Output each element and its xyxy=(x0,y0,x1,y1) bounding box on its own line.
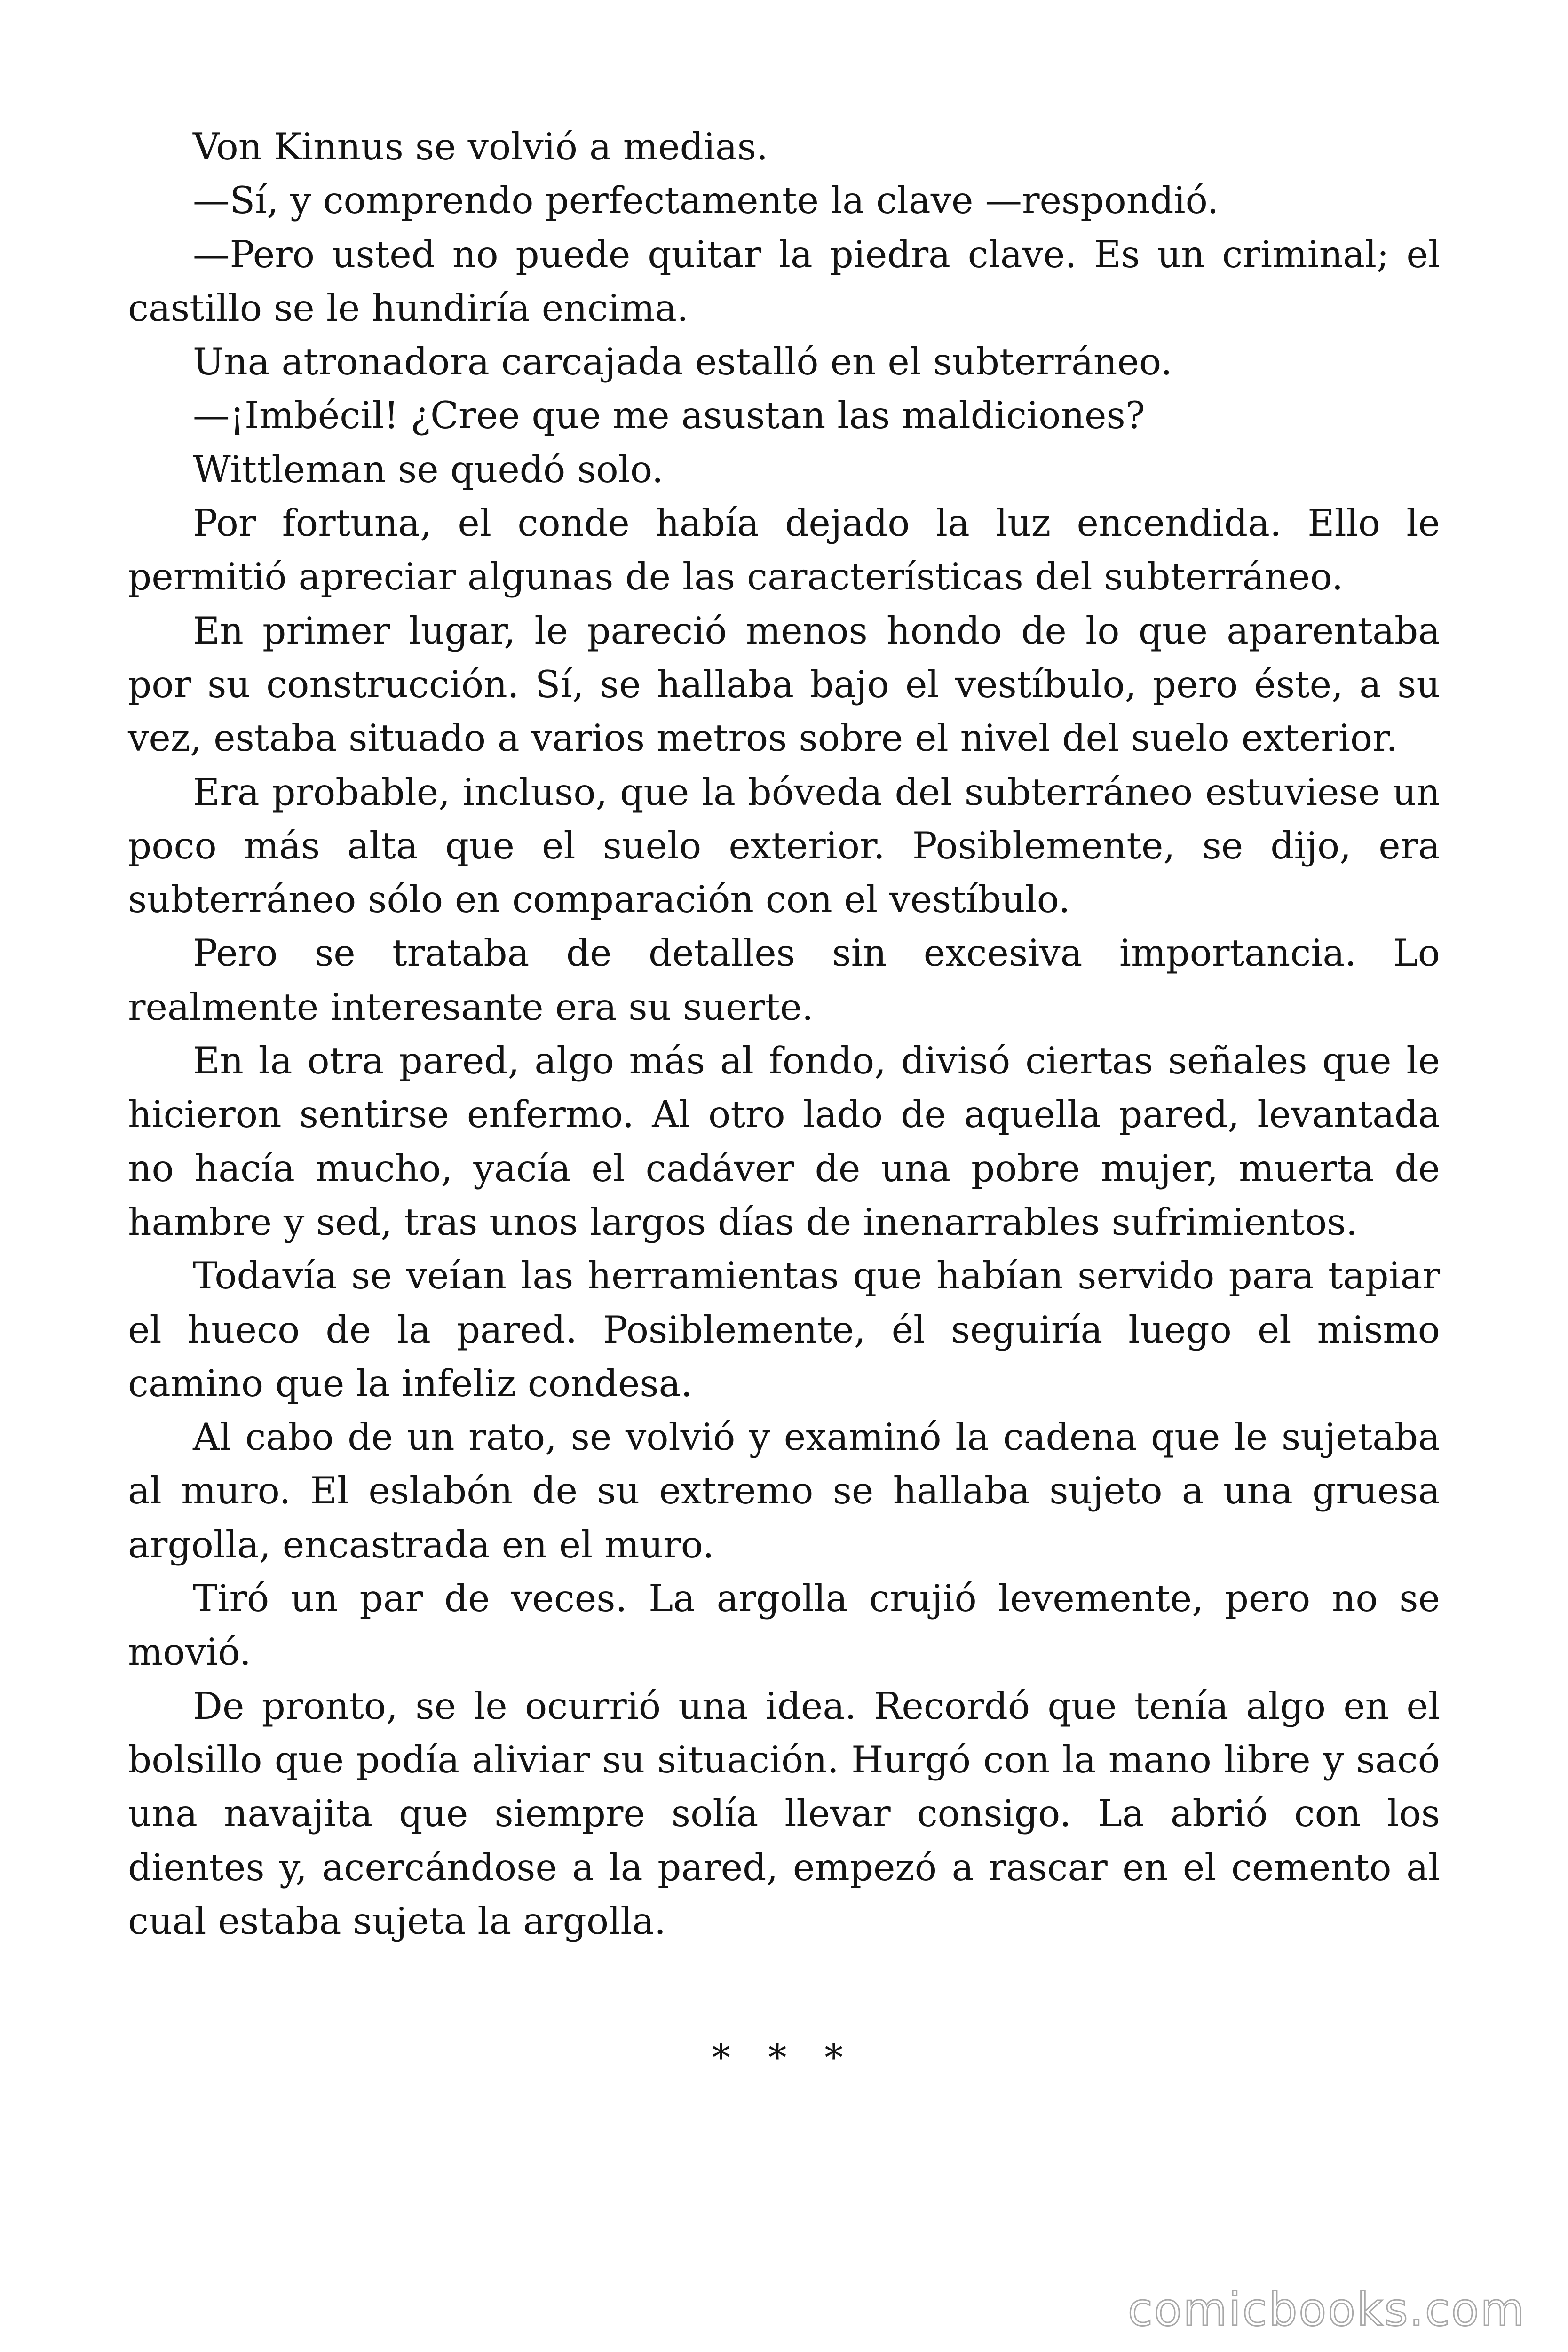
paragraph: En primer lugar, le pareció menos hondo de lo que aparentaba por su construcción. Sí, se hallaba bajo el vestíbulo, pero éste, a su vez, estaba situado a varios metros sobre el nivel del suelo exterior. xyxy=(128,609,1440,760)
paragraph: Pero se trataba de detalles sin excesiva importancia. Lo realmente interesante era su suerte. xyxy=(128,931,1440,1029)
paragraph: De pronto, se le ocurrió una idea. Recordó que tenía algo en el bolsillo que podía aliviar su situación. Hurgó con la mano libre y sacó una navajita que siempre solía llevar consigo. La abrió con los dientes y, acercándose a la pared, empezó a rascar en el cemento al cual estaba sujeta la argolla. xyxy=(128,1684,1440,1943)
paragraph: Von Kinnus se volvió a medias. xyxy=(193,125,768,168)
paragraph: Era probable, incluso, que la bóveda del subterráneo estuviese un poco más alta que el suelo exterior. Posiblemente, se dijo, era subterráneo sólo en comparación con el vestíbulo. xyxy=(128,770,1440,922)
paragraph: Tiró un par de veces. La argolla crujió levemente, pero no se movió. xyxy=(128,1577,1440,1674)
paragraph: —Sí, y comprendo perfectamente la clave —respondió. xyxy=(193,179,1219,222)
paragraph: Todavía se veían las herramientas que habían servido para tapiar el hueco de la pared. Posiblemente, él seguiría luego el mismo camino que la infeliz condesa. xyxy=(128,1254,1440,1405)
paragraph: Wittleman se quedó solo. xyxy=(193,447,664,491)
section-separator: * * * xyxy=(712,2037,856,2079)
body-text xyxy=(128,120,1440,1948)
paragraph: —¡Imbécil! ¿Cree que me asustan las maldiciones? xyxy=(193,394,1145,437)
paragraph: Al cabo de un rato, se volvió y examinó la cadena que le sujetaba al muro. El eslabón de su extremo se hallaba sujeto a una gruesa argolla, encastrada en el muro. xyxy=(128,1415,1440,1566)
paragraph: —Pero usted no puede quitar la piedra clave. Es un criminal; el castillo se le hundiría encima. xyxy=(128,232,1440,330)
paragraph: Por fortuna, el conde había dejado la luz encendida. Ello le permitió apreciar algunas de las características del subterráneo. xyxy=(128,501,1440,599)
paragraph: En la otra pared, algo más al fondo, divisó ciertas señales que le hicieron sentirse enfermo. Al otro lado de aquella pared, levantada no hacía mucho, yacía el cadáver de una pobre mujer, muerta de hambre y sed, tras unos largos días de inenarrables sufrimientos. xyxy=(128,1039,1440,1244)
watermark-text: comicbooks.com xyxy=(1127,2283,1526,2336)
paragraph: Una atronadora carcajada estalló en el subterráneo. xyxy=(193,340,1172,384)
